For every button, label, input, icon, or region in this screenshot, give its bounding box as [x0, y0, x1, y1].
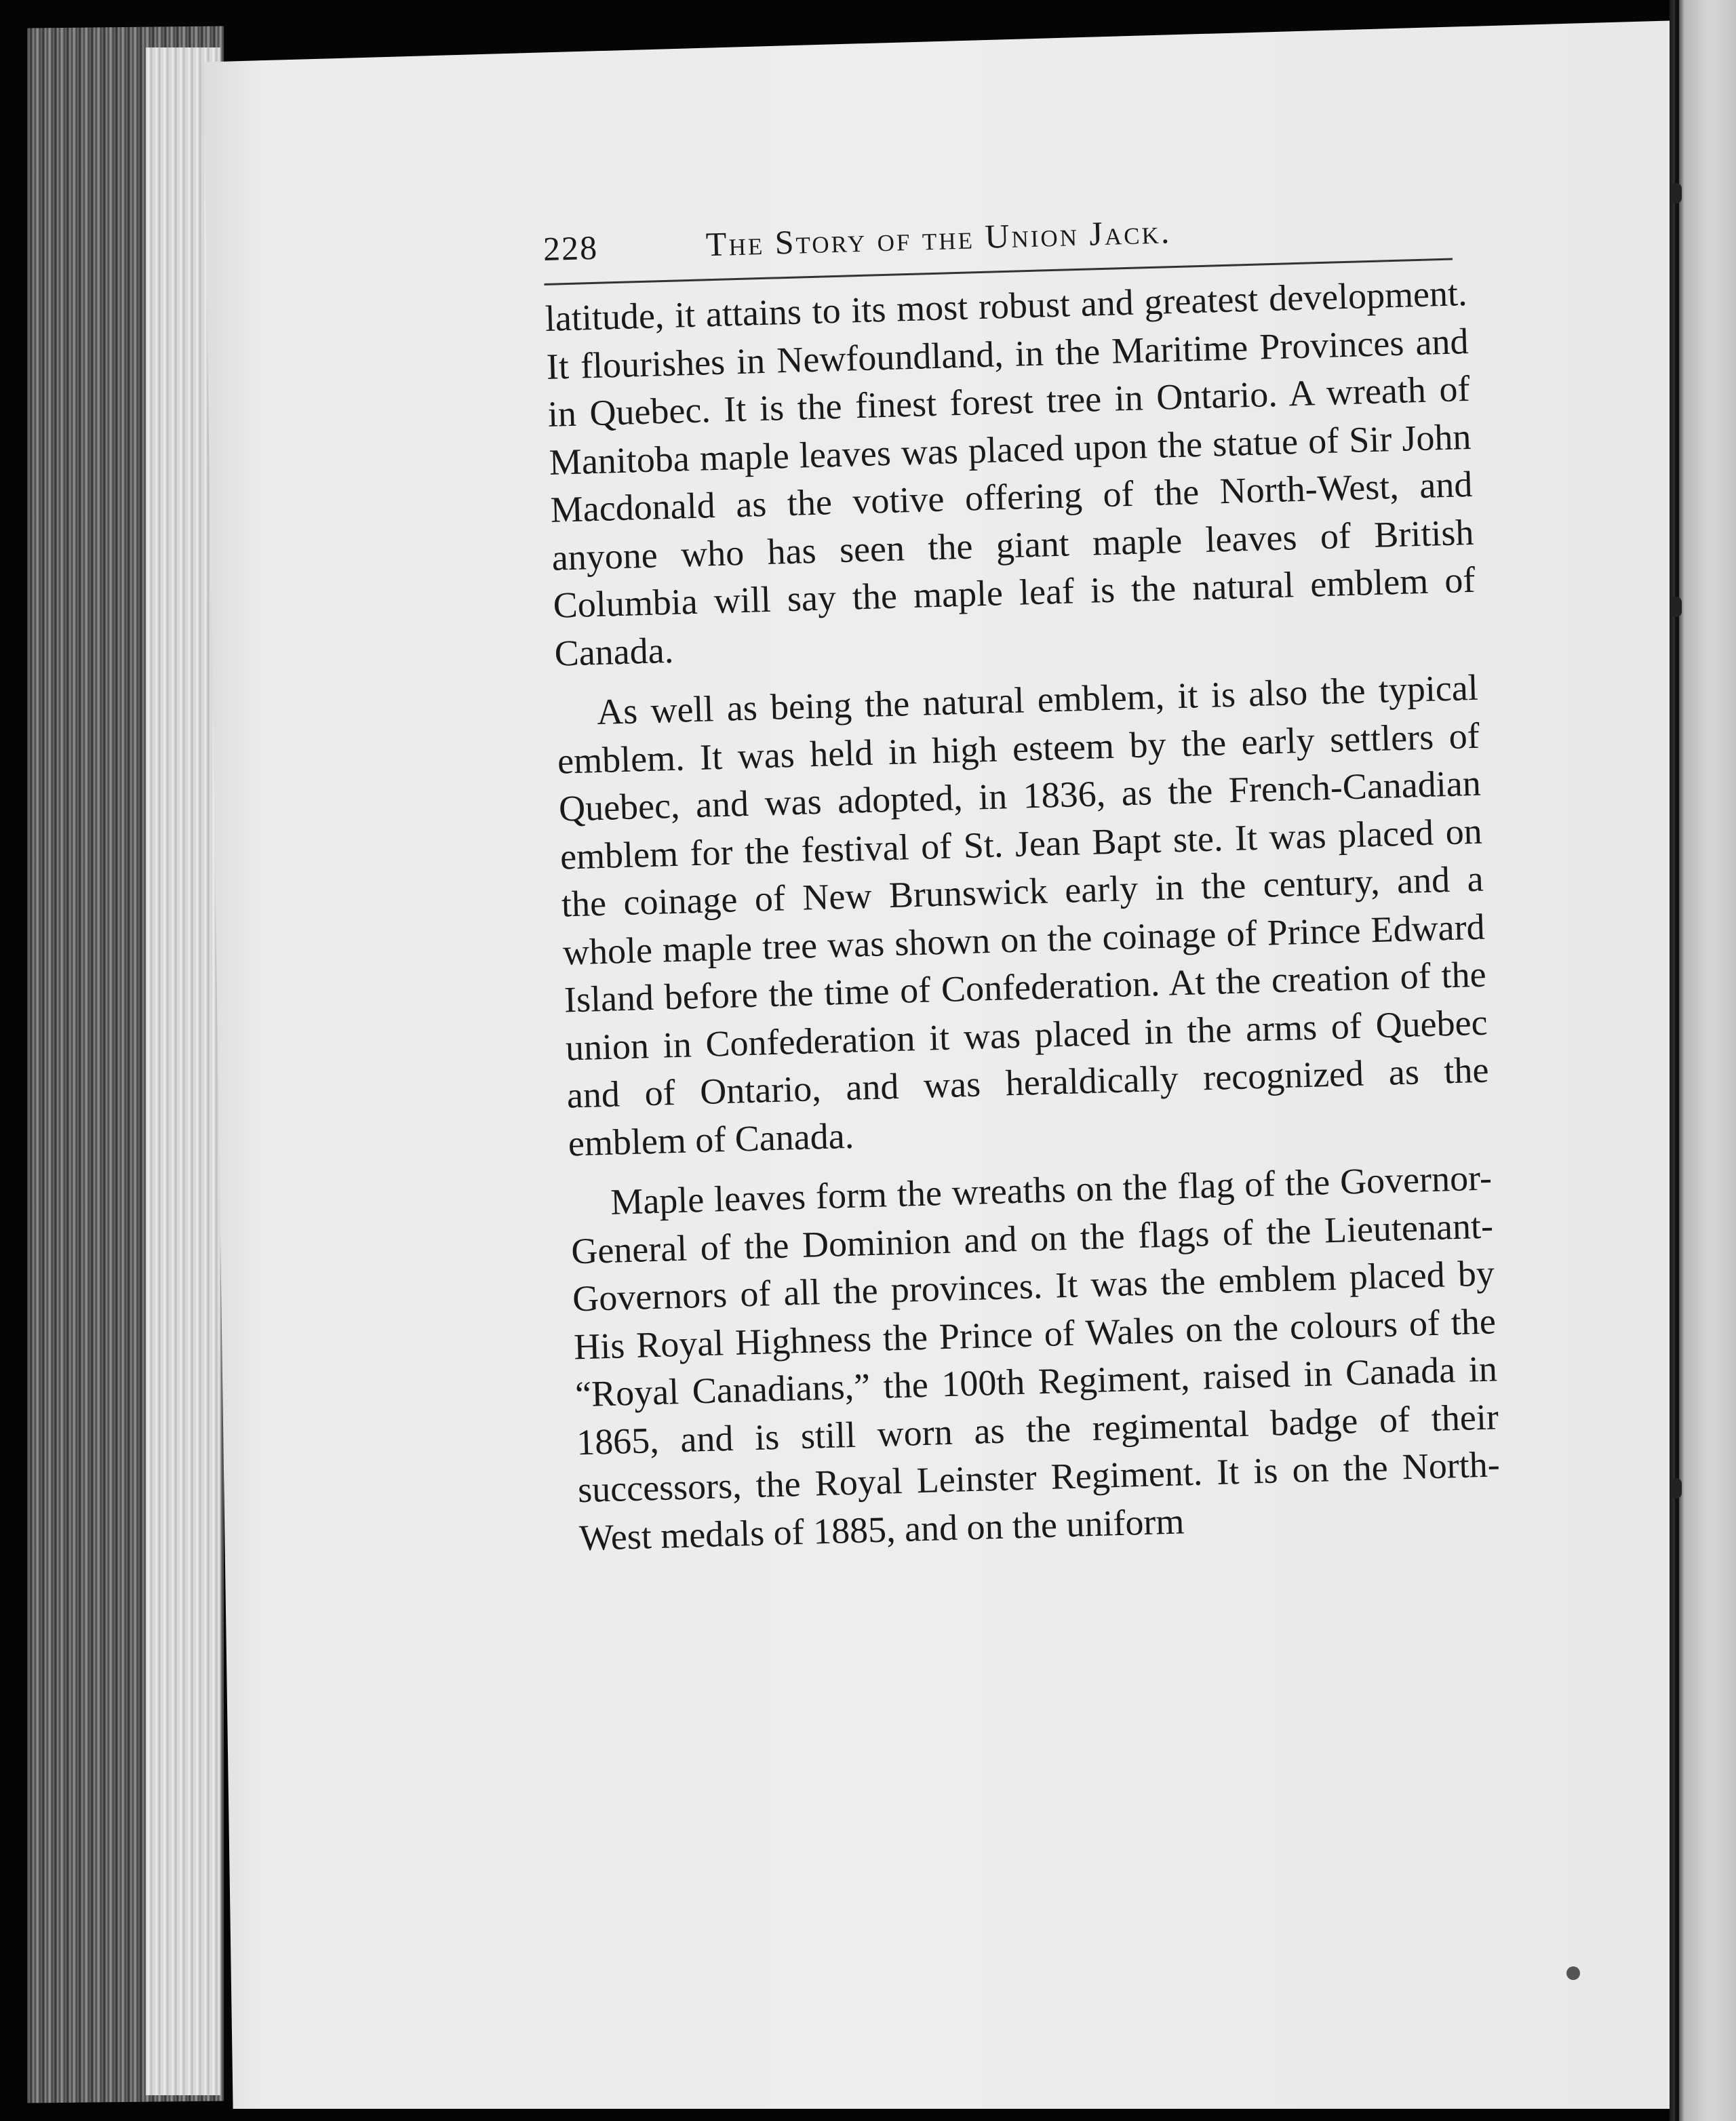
binding-stitch: [1671, 183, 1682, 203]
paragraph-1: latitude, it attains to its most robust and greatest development. It flourishes in Newfoundland, in the Maritime Provinces and in Quebec. It is the finest forest tree in Ontario. A wreath of Manitoba maple leaves was placed upon the statue of Sir John Macdonald as the votive offering of the North-West, and anyone who has seen the giant maple leaves of British Columbia will say the maple leaf is the natural emblem of Canada.: [545, 272, 1476, 674]
binding-stitch: [1671, 597, 1682, 617]
facing-page-edge: [1670, 0, 1736, 2121]
paragraph-3: Maple leaves form the wreaths on the flag of the Governor-General of the Dominion and on the flags of the Lieutenant-Governors of all the provinces. It was the emblem placed by His Royal Highness the Prince of Wales on the colours of the “Royal Canadians,” the 100th Regiment, raised in Canada in 1865, and is still worn as the regimental badge of their successors, the Royal Leinster Regiment. It is on the North-West medals of 1885, and on the uniform: [570, 1157, 1501, 1558]
page-number: 228: [542, 228, 599, 268]
ink-spot: [1566, 1966, 1580, 1980]
binding-stitch: [1671, 1478, 1682, 1499]
paragraph-2: As well as being the natural emblem, it is also the typical emblem. It was held in high esteem by the early settlers of Quebec, and was adopted, in 1836, as the French-Canadian emblem for the festival of St. Jean Bapt ste. It was placed on the coinage of New Brunswick early in the century, and a whole maple tree was shown on the coinage of Prince Edward Island before the time of Confederation. At the creation of the union in Confederation it was placed in the arms of Quebec and of Ontario, and was heraldically recognized as the emblem of Canada.: [557, 667, 1490, 1164]
page-text-block: [542, 198, 1502, 1562]
running-title: The Story of the Union Jack.: [705, 212, 1172, 264]
binding-spine: [1675, 0, 1679, 2121]
